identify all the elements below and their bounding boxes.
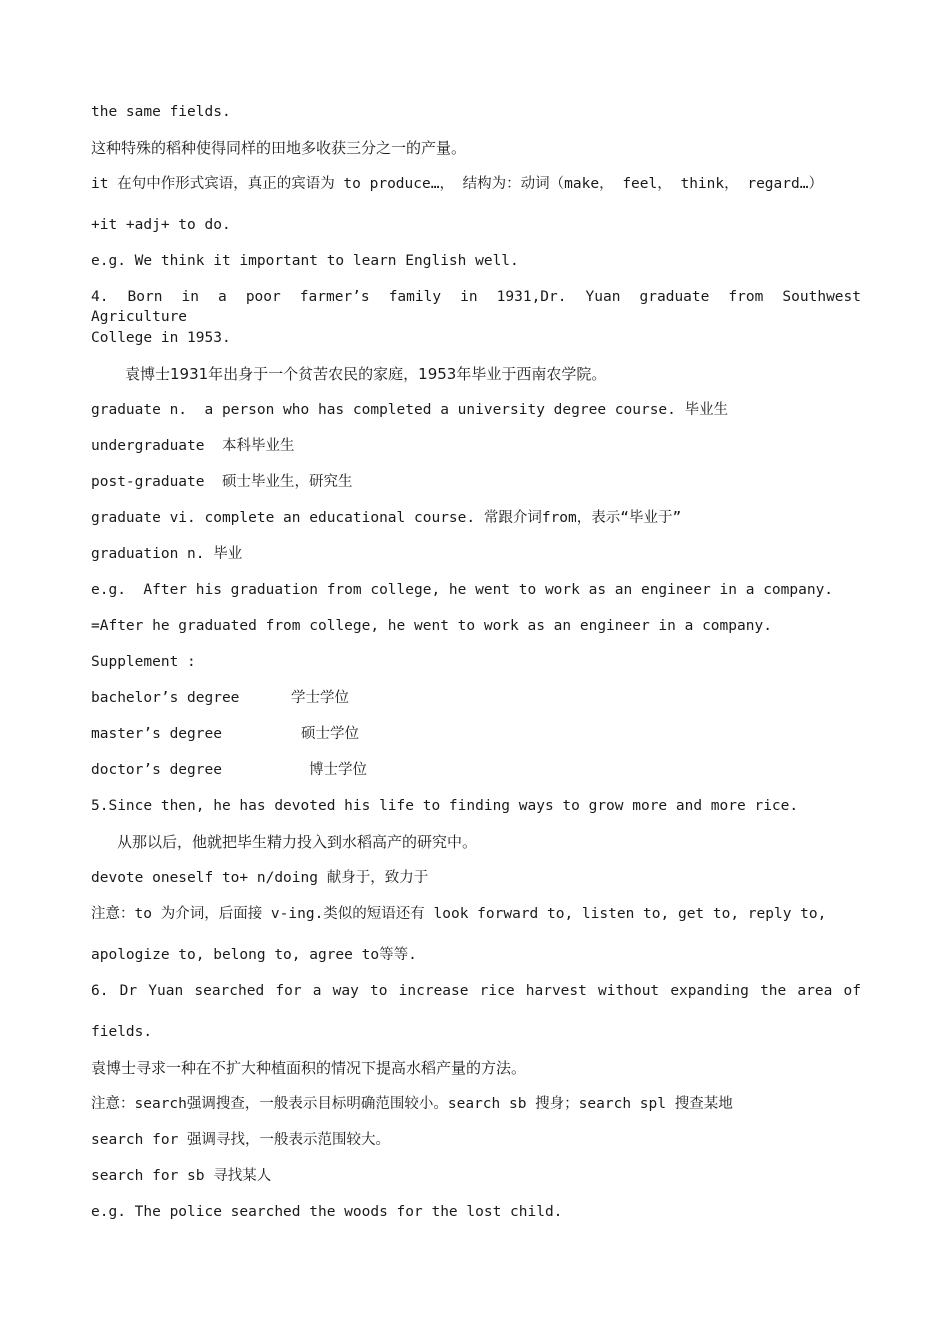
text-line: 5.Since then, he has devoted his life to finding ways to grow more and more rice. — [91, 798, 799, 814]
text-line: graduate n. a person who has completed a university degree course. 毕业生 — [91, 402, 729, 418]
text-line: undergraduate 本科毕业生 — [91, 438, 295, 454]
text-line: =After he graduated from college, he went to work as an engineer in a company. — [91, 618, 772, 634]
document-page — [91, 102, 861, 1238]
text-line: e.g. After his graduation from college, he went to work as an engineer in a company. — [91, 582, 834, 598]
text-line: it 在句中作形式宾语，真正的宾语为 to produce…， 结构为：动词（make， feel， think， regard…） — [91, 176, 823, 192]
text-line: College in 1953. — [91, 330, 231, 346]
degree-meaning: 博士学位 — [309, 762, 367, 778]
text-line: the same fields. — [91, 104, 231, 120]
text-line: 6. Dr Yuan searched for a way to increase rice harvest without expanding the area of — [91, 983, 861, 999]
text-line: fields. — [91, 1024, 153, 1040]
text-line: 袁博士寻求一种在不扩大种植面积的情况下提高水稻产量的方法。 — [91, 1059, 527, 1077]
degree-term: doctor’s degree — [91, 762, 222, 778]
text-line: search for 强调寻找，一般表示范围较大。 — [91, 1132, 391, 1148]
text-line: 这种特殊的稻种使得同样的田地多收获三分之一的产量。 — [91, 139, 467, 157]
degree-meaning: 学士学位 — [291, 690, 349, 706]
text-line: devote oneself to+ n/doing 献身于，致力于 — [91, 870, 429, 886]
text-line: Supplement : — [91, 654, 196, 670]
degree-term: bachelor’s degree — [91, 690, 240, 706]
text-line: post-graduate 硕士毕业生，研究生 — [91, 474, 353, 490]
text-line: graduation n. 毕业 — [91, 546, 243, 562]
degree-row — [91, 688, 861, 724]
text-line: 4. Born in a poor farmer’s family in 1931,Dr. Yuan graduate from Southwest Agriculture — [91, 289, 861, 325]
text-line: 袁博士1931年出身于一个贫苦农民的家庭，1953年毕业于西南农学院。 — [125, 365, 607, 383]
degree-row — [91, 724, 861, 760]
text-line: apologize to, belong to, agree to等等. — [91, 947, 417, 963]
text-line: graduate vi. complete an educational course. 常跟介词from，表示“毕业于” — [91, 510, 682, 526]
text-line: 从那以后，他就把毕生精力投入到水稻高产的研究中。 — [117, 833, 478, 851]
text-line: +it +adj+ to do. — [91, 217, 231, 233]
degree-term: master’s degree — [91, 726, 222, 742]
text-line: e.g. We think it important to learn English well. — [91, 253, 519, 269]
text-line: search for sb 寻找某人 — [91, 1168, 272, 1184]
text-line: 注意：to 为介词，后面接 v-ing.类似的短语还有 look forward to, listen to, get to, reply to, — [91, 906, 827, 922]
text-line: e.g. The police searched the woods for the lost child. — [91, 1204, 563, 1220]
degree-row — [91, 760, 861, 796]
text-line: 注意：search强调搜查，一般表示目标明确范围较小。search sb 搜身；search spl 搜查某地 — [91, 1096, 733, 1112]
degree-meaning: 硕士学位 — [301, 726, 359, 742]
